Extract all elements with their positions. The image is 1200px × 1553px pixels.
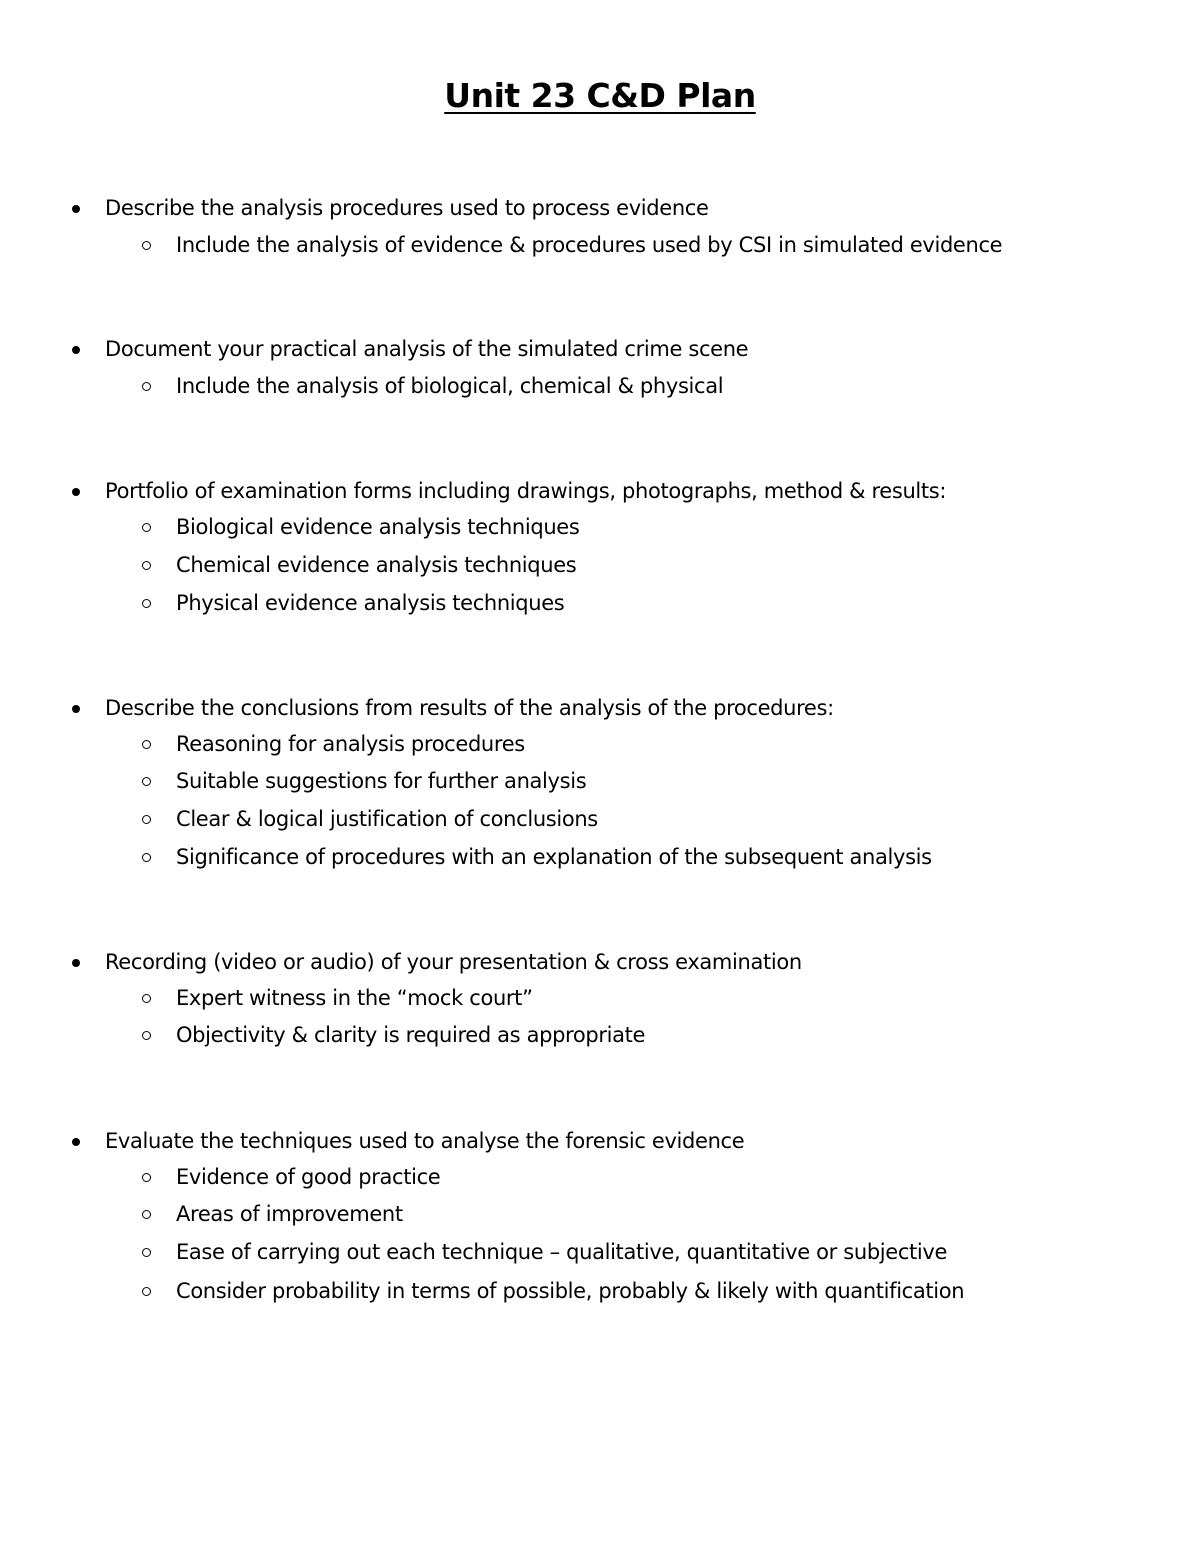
list-item: Include the analysis of evidence & procedures used by CSI in simulated evidence (176, 233, 1003, 257)
bullet-icon (70, 1127, 82, 1155)
bullet-icon (70, 694, 82, 722)
list-item: Include the analysis of biological, chemical & physical (176, 374, 724, 398)
section-heading: Recording (video or audio) of your presentation & cross examination (105, 950, 802, 974)
list-item: Reasoning for analysis procedures (176, 732, 525, 756)
list-item: Consider probability in terms of possible, probably & likely with quantification (176, 1279, 965, 1303)
section-heading: Describe the analysis procedures used to process evidence (105, 196, 709, 220)
circle-bullet-icon (140, 730, 156, 758)
section-heading: Document your practical analysis of the simulated crime scene (105, 337, 749, 361)
list-item: Chemical evidence analysis techniques (176, 553, 577, 577)
list-item: Biological evidence analysis techniques (176, 515, 580, 539)
page-title: Unit 23 C&D Plan (444, 76, 756, 115)
circle-bullet-icon (140, 1163, 156, 1191)
circle-bullet-icon (140, 805, 156, 833)
circle-bullet-icon (140, 767, 156, 795)
circle-bullet-icon (140, 513, 156, 541)
circle-bullet-icon (140, 843, 156, 871)
bullet-icon (70, 477, 82, 505)
circle-bullet-icon (140, 372, 156, 400)
list-item: Suitable suggestions for further analysis (176, 769, 587, 793)
list-item: Significance of procedures with an explanation of the subsequent analysis (176, 845, 932, 869)
bullet-icon (70, 948, 82, 976)
list-item: Ease of carrying out each technique – qualitative, quantitative or subjective (176, 1240, 948, 1264)
list-item: Areas of improvement (176, 1202, 403, 1226)
list-item: Expert witness in the “mock court” (176, 986, 533, 1010)
list-item: Evidence of good practice (176, 1165, 441, 1189)
circle-bullet-icon (140, 1277, 156, 1305)
circle-bullet-icon (140, 231, 156, 259)
section-heading: Describe the conclusions from results of the analysis of the procedures: (105, 696, 834, 720)
list-item: Objectivity & clarity is required as appropriate (176, 1023, 646, 1047)
circle-bullet-icon (140, 551, 156, 579)
circle-bullet-icon (140, 1021, 156, 1049)
circle-bullet-icon (140, 1238, 156, 1266)
list-item: Physical evidence analysis techniques (176, 591, 565, 615)
section-heading: Evaluate the techniques used to analyse the forensic evidence (105, 1129, 745, 1153)
circle-bullet-icon (140, 589, 156, 617)
circle-bullet-icon (140, 1200, 156, 1228)
bullet-icon (70, 335, 82, 363)
bullet-icon (70, 194, 82, 222)
circle-bullet-icon (140, 984, 156, 1012)
list-item: Clear & logical justification of conclusions (176, 807, 598, 831)
section-heading: Portfolio of examination forms including drawings, photographs, method & results: (105, 479, 947, 503)
